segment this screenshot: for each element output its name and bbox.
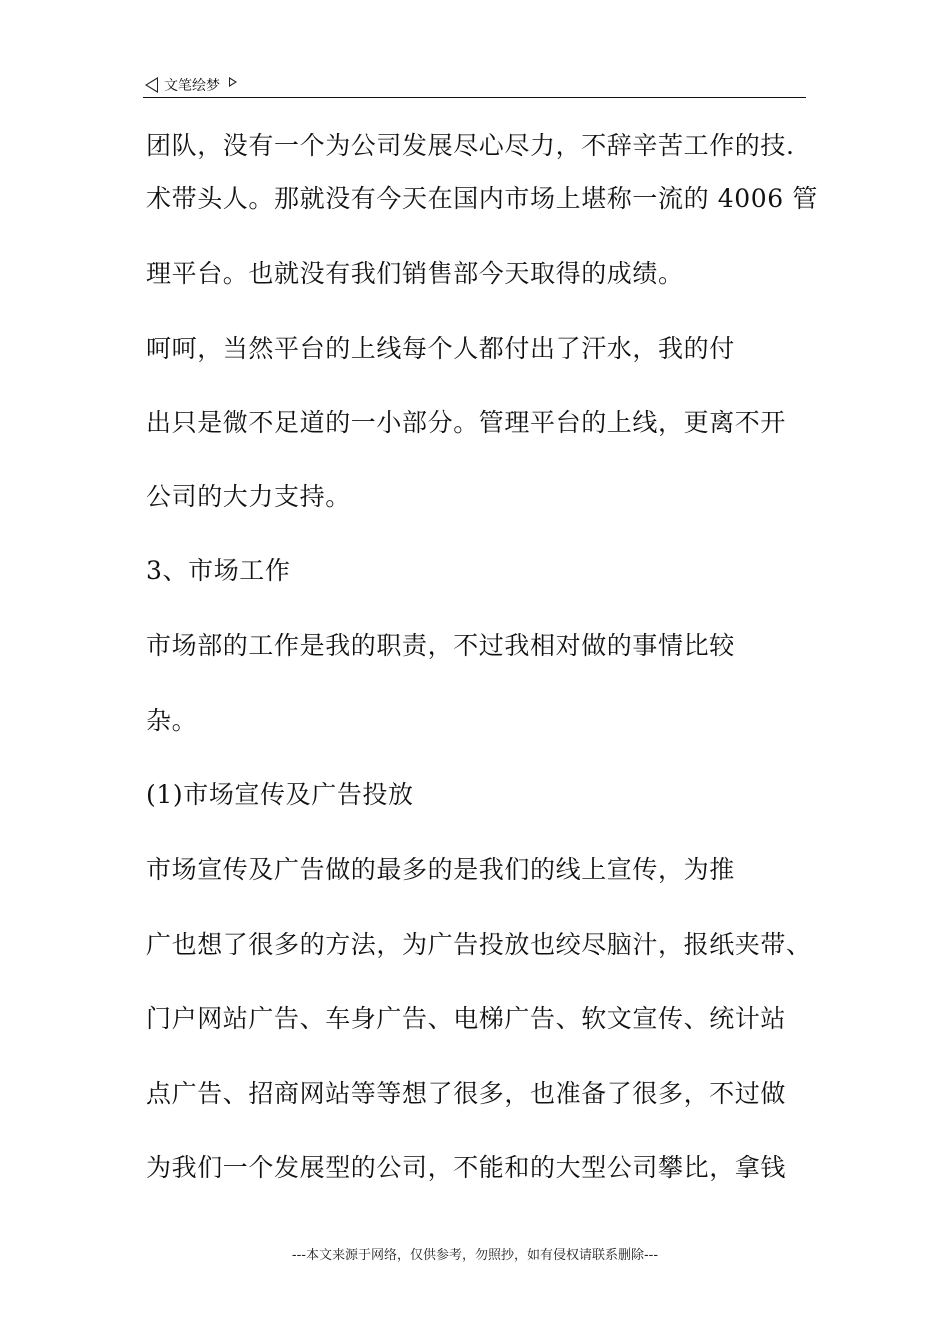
header-title: 文笔绘梦	[164, 78, 220, 94]
body-line: 团队，没有一个为公司发展尽心尽力，不辞辛苦工作的技.	[146, 131, 795, 160]
body-line: 理平台。也就没有我们销售部今天取得的成绩。	[146, 259, 684, 288]
footer-disclaimer: ---本文来源于网络，仅供参考，勿照抄，如有侵权请联系删除---	[291, 1248, 659, 1263]
body-line: 术带头人。那就没有今天在国内市场上堪称一流的 4006 管	[146, 184, 818, 213]
body-line: 点广告、招商网站等等想了很多，也准备了很多，不过做	[146, 1079, 787, 1108]
body-line: 为我们一个发展型的公司，不能和的大型公司攀比，拿钱	[146, 1153, 787, 1182]
section-heading: 3、市场工作	[146, 556, 291, 585]
body-line: 市场宣传及广告做的最多的是我们的线上宣传，为推	[146, 855, 735, 884]
subsection-heading: (1)市场宣传及广告投放	[146, 780, 414, 809]
body-line: 门户网站广告、车身广告、电梯广告、软文宣传、统计站	[146, 1004, 787, 1033]
body-line: 广也想了很多的方法，为广告投放也绞尽脑汁，报纸夹带、	[146, 930, 812, 959]
body-line: 公司的大力支持。	[146, 482, 351, 511]
body-line: 杂。	[146, 706, 198, 735]
body-line: 呵呵，当然平台的上线每个人都付出了汗水，我的付	[146, 334, 735, 363]
header-rule	[143, 97, 806, 98]
page-header	[145, 74, 237, 96]
right-triangle-icon	[229, 77, 237, 87]
left-triangle-icon	[145, 77, 158, 93]
body-line: 市场部的工作是我的职责，不过我相对做的事情比较	[146, 631, 735, 660]
body-line: 出只是微不足道的一小部分。管理平台的上线，更离不开	[146, 408, 787, 437]
